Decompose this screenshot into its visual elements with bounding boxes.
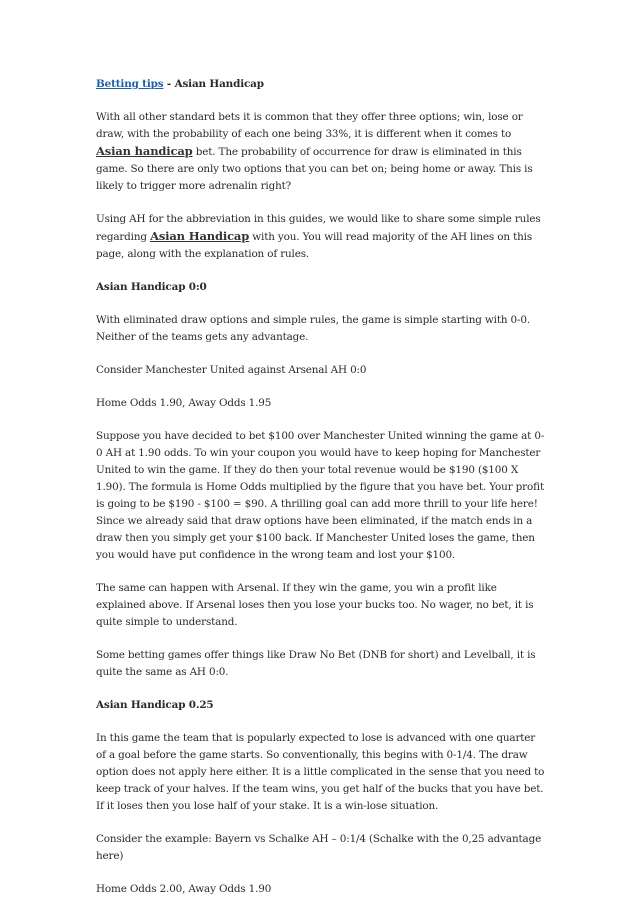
intro-paragraph-1 (96, 109, 548, 195)
intro-text: with you. You will read majority of the AH lines on this page, along with the explanation of rules. (96, 231, 532, 260)
paragraph: Consider Manchester United against Arsenal AH 0:0 (96, 364, 367, 376)
intro-paragraph-2 (96, 211, 548, 263)
asian-handicap-keyword[interactable]: Asian Handicap (150, 229, 250, 243)
intro-text: bet. The probability of occurrence for draw is eliminated in this game. So there are only two options that you can bet on; being home or away. This is likely to trigger more adrenalin right? (96, 146, 533, 192)
odds-line: Home Odds 1.90, Away Odds 1.95 (96, 397, 272, 409)
paragraph: The same can happen with Arsenal. If they win the game, you win a profit like explained above. If Arsenal loses then you lose your bucks too. No wager, no bet, it is quite simple to understand. (96, 582, 534, 628)
intro-text: With all other standard bets it is common that they offer three options; win, lose or draw, with the probability of each one being 33%, it is different when it comes to (96, 111, 523, 140)
paragraph: With eliminated draw options and simple rules, the game is simple starting with 0-0. Neither of the teams gets any advantage. (96, 314, 530, 343)
intro-text: Using AH for the abbreviation in this guides, we would like to share some simple rules regarding (96, 213, 541, 243)
paragraph: In this game the team that is popularly expected to lose is advanced with one quarter of a goal before the game starts. So conventionally, this begins with 0-1/4. The draw option does not apply here either. It is a little complicated in the sense that you need to keep track of your halves. If the team wins, you get half of the bucks that you have bet. If it loses then you lose half of your stake. It is a win-lose situation. (96, 732, 545, 812)
title-text: Asian Handicap (174, 78, 264, 90)
betting-tips-link[interactable]: Betting tips (96, 78, 164, 90)
paragraph: Suppose you have decided to bet $100 over Manchester United winning the game at 0-0 AH at 1.90 odds. To win your coupon you would have to keep hoping for Manchester United to win the game. If they do then your total revenue would be $190 ($100 X 1.90). The formula is Home Odds multiplied by the figure that you have bet. Your profit is going to be $190 - $100 = $90. A thrilling goal can add more thrill to your life here! Since we already said that draw options have been eliminated, if the match ends in a draw then you simply get your $100 back. If Manchester United loses the game, then you would have put confidence in the wrong team and lost your $100. (96, 430, 545, 561)
section-heading-0-25: Asian Handicap 0.25 (96, 699, 214, 711)
section-heading-0-0: Asian Handicap 0:0 (96, 281, 207, 293)
paragraph: Consider the example: Bayern vs Schalke AH – 0:1/4 (Schalke with the 0,25 advantage here) (96, 833, 542, 862)
page-title (96, 76, 548, 93)
odds-line: Home Odds 2.00, Away Odds 1.90 (96, 883, 272, 895)
asian-handicap-keyword[interactable]: Asian handicap (96, 144, 193, 158)
title-separator: - (163, 78, 175, 90)
paragraph: Some betting games offer things like Draw No Bet (DNB for short) and Levelball, it is quite the same as AH 0:0. (96, 649, 536, 678)
document-body (96, 76, 548, 898)
